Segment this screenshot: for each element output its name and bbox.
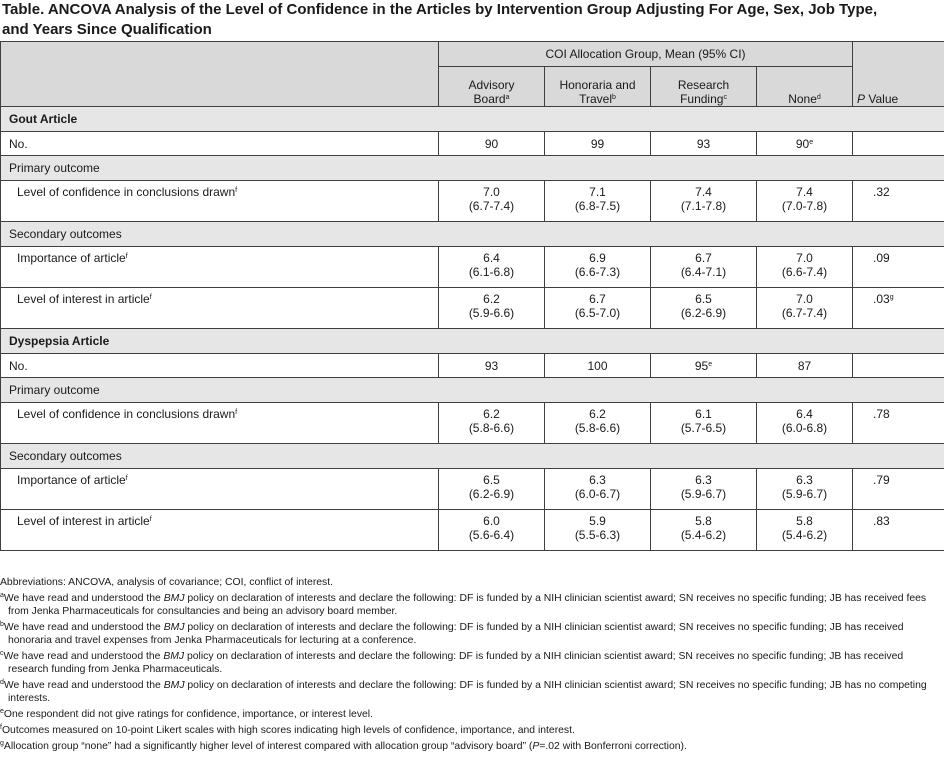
p-value-header: P Value <box>853 42 944 107</box>
secondary-outcomes-label: Secondary outcomes <box>1 444 944 469</box>
col-advisory-board: Advisory Board$^a$ <box>439 67 545 107</box>
value-cell: 7.4 (7.0-7.8) <box>757 181 853 222</box>
value-cell: 7.0 (6.6-7.4) <box>757 247 853 288</box>
count-p-cell <box>853 354 944 378</box>
gout-section <box>1 107 944 329</box>
col-honoraria-travel: Honoraria and Travel$^b$ <box>545 67 651 107</box>
subheading-row <box>1 444 944 469</box>
value-cell: 6.2 (5.9-6.6) <box>439 288 545 329</box>
count-cell: 95e <box>651 354 757 378</box>
p-value-cell: .03$^g$ <box>853 288 944 329</box>
table-row <box>1 247 944 288</box>
value-cell: 5.9 (5.5-6.3) <box>545 510 651 551</box>
count-p-cell <box>853 132 944 156</box>
value-cell: 6.7 (6.4-7.1) <box>651 247 757 288</box>
value-cell: 7.0 (6.7-7.4) <box>439 181 545 222</box>
p-value-cell: .09 <box>853 247 944 288</box>
table-title <box>0 0 944 40</box>
p-value-cell: .83 <box>853 510 944 551</box>
header-group-row <box>1 42 944 67</box>
table-row <box>1 288 944 329</box>
footnote-f: $^f$Outcomes measured on 10-point Likert scales with high scores indicating high levels of confidence, importance, and interest. <box>0 724 575 736</box>
value-cell: 7.4 (7.1-7.8) <box>651 181 757 222</box>
value-cell: 6.2 (5.8-6.6) <box>439 403 545 444</box>
value-cell: 6.4 (6.0-6.8) <box>757 403 853 444</box>
footnote-b: $^b$We have read and understood the BMJ policy on declaration of interests and declare the following: DF is funded by a NIH clinician scientist award; SN receives no specific funding; JB has received honoraria and travel expenses from Jenka Pharmaceuticals for lecturing at a conference. <box>0 621 904 646</box>
section-title: Dyspepsia Article <box>1 329 944 354</box>
value-cell: 6.3 (5.9-6.7) <box>757 469 853 510</box>
subheading-row <box>1 378 944 403</box>
footnote-c: $^c$We have read and understood the BMJ policy on declaration of interests and declare the following: DF is funded by a NIH clinician scientist award; SN receives no specific funding; JB has received research funding from Jenka Pharmaceuticals. <box>0 650 904 675</box>
value-cell: 5.8 (5.4-6.2) <box>757 510 853 551</box>
dyspepsia-section <box>1 329 944 551</box>
subheading-row <box>1 222 944 247</box>
count-row <box>1 354 944 378</box>
p-value-cell: .32 <box>853 181 944 222</box>
table-row <box>1 181 944 222</box>
table-row <box>1 510 944 551</box>
count-cell: 93 <box>439 354 545 378</box>
p-value-cell: .79 <box>853 469 944 510</box>
col-research-funding: Research Funding$^c$ <box>651 67 757 107</box>
value-cell: 7.0 (6.7-7.4) <box>757 288 853 329</box>
title-line-1: Table. ANCOVA Analysis of the Level of Confidence in the Articles by Intervention Group Adjusting For Age, Sex, Job Type, <box>2 1 878 18</box>
secondary-outcomes-label: Secondary outcomes <box>1 222 944 247</box>
subheading-row <box>1 156 944 181</box>
value-cell: 6.3 (5.9-6.7) <box>651 469 757 510</box>
primary-outcome-label: Primary outcome <box>1 378 944 403</box>
header-blank-cell <box>1 42 439 107</box>
count-label: No. <box>1 132 439 156</box>
title-line-2: and Years Since Qualification <box>2 21 212 38</box>
ancova-table <box>0 41 944 551</box>
row-label: Importance of article$^f$ <box>1 469 439 510</box>
count-cell: 90e <box>757 132 853 156</box>
value-cell: 5.8 (5.4-6.2) <box>651 510 757 551</box>
row-label: Level of interest in article$^f$ <box>1 510 439 551</box>
col-none: None$^d$ <box>757 67 853 107</box>
count-cell: 100 <box>545 354 651 378</box>
table-notes <box>0 576 944 756</box>
footnote-a: $^a$We have read and understood the BMJ policy on declaration of interests and declare the following: DF is funded by a NIH clinician scientist award; SN receives no specific funding; JB has received fees from Jenka Pharmaceuticals for consultancies and being an advisory board member. <box>0 592 927 617</box>
footnote-g: $^g$Allocation group “none” had a significantly higher level of interest compared with allocation group “advisory board” (P=.02 with Bonferroni correction). <box>0 740 687 752</box>
count-cell: 87 <box>757 354 853 378</box>
value-cell: 6.0 (5.6-6.4) <box>439 510 545 551</box>
count-cell: 99 <box>545 132 651 156</box>
count-cell: 93 <box>651 132 757 156</box>
value-cell: 6.7 (6.5-7.0) <box>545 288 651 329</box>
value-cell: 6.4 (6.1-6.8) <box>439 247 545 288</box>
value-cell: 6.5 (6.2-6.9) <box>651 288 757 329</box>
footnote-e: $^e$One respondent did not give ratings for confidence, importance, or interest level. <box>0 708 373 720</box>
row-label: Importance of article$^f$ <box>1 247 439 288</box>
row-label: Level of confidence in conclusions drawn$^f$ <box>1 403 439 444</box>
count-label: No. <box>1 354 439 378</box>
section-row <box>1 329 944 354</box>
abbreviations-note: Abbreviations: ANCOVA, analysis of covariance; COI, conflict of interest. <box>0 577 334 588</box>
footnote-d: $^d$We have read and understood the BMJ policy on declaration of interests and declare the following: DF is funded by a NIH clinician scientist award; SN receives no specific funding; JB has no competing interests. <box>0 679 927 704</box>
value-cell: 6.9 (6.6-7.3) <box>545 247 651 288</box>
value-cell: 6.2 (5.8-6.6) <box>545 403 651 444</box>
table-row <box>1 469 944 510</box>
section-row <box>1 107 944 132</box>
row-label: Level of interest in article$^f$ <box>1 288 439 329</box>
value-cell: 7.1 (6.8-7.5) <box>545 181 651 222</box>
section-title: Gout Article <box>1 107 944 132</box>
value-cell: 6.1 (5.7-6.5) <box>651 403 757 444</box>
value-cell: 6.5 (6.2-6.9) <box>439 469 545 510</box>
coi-group-header: COI Allocation Group, Mean (95% CI) <box>439 42 853 67</box>
value-cell: 6.3 (6.0-6.7) <box>545 469 651 510</box>
count-row <box>1 132 944 156</box>
row-label: Level of confidence in conclusions drawn$^f$ <box>1 181 439 222</box>
table-row <box>1 403 944 444</box>
count-cell: 90 <box>439 132 545 156</box>
p-value-cell: .78 <box>853 403 944 444</box>
primary-outcome-label: Primary outcome <box>1 156 944 181</box>
